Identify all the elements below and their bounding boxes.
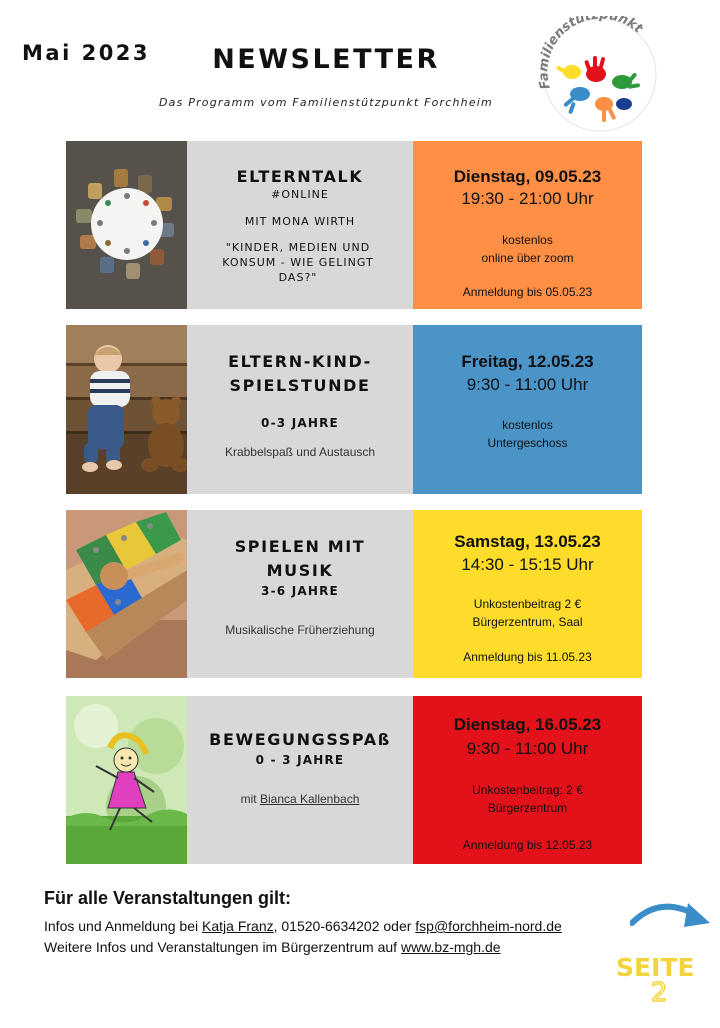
event-details	[187, 696, 413, 864]
footer-text: Infos und Anmeldung bei	[44, 918, 203, 934]
page-number: 2	[651, 978, 668, 1008]
footer-contact-line	[44, 918, 562, 934]
running-girl-illustration	[66, 696, 187, 864]
event-age: 0 - 3 JAHRE	[255, 753, 345, 767]
event-registration: Anmeldung bis 11.05.23	[463, 650, 592, 664]
event-details	[187, 510, 413, 678]
event-schedule	[413, 141, 642, 309]
footer-phone: , 01520-6634202 oder	[273, 918, 416, 934]
event-title: BEWEGUNGSSPAß	[209, 730, 391, 749]
footer-website-line	[44, 939, 501, 955]
logo-text: Familienstüt unkt	[536, 16, 646, 91]
event-price: Unkostenbeitrag: 2 €	[472, 783, 583, 797]
event-location: Bürgerzentrum, Saal	[472, 615, 583, 629]
event-location: online über zoom	[481, 251, 574, 265]
event-topic: "KINDER, MEDIEN UND KONSUM - WIE GELINGT DAS?"	[222, 241, 374, 284]
event-day: Freitag, 12.05.23	[461, 352, 594, 371]
event-title-line1: SPIELEN MIT	[234, 537, 366, 556]
event-card-spielen-mit-musik	[66, 510, 642, 678]
familienstuetzpunkt-logo	[534, 16, 666, 134]
event-time: 14:30 - 15:15 Uhr	[461, 555, 594, 574]
event-description: Krabbelspaß und Austausch	[224, 445, 376, 459]
event-registration: Anmeldung bis 12.05.23	[462, 838, 593, 852]
newsletter-month: Mai 2023	[22, 41, 151, 65]
event-card-eltern-kind-spielstunde	[66, 325, 642, 494]
table-chairs-photo	[66, 141, 187, 309]
event-schedule	[413, 510, 642, 678]
page-label: SEITE	[616, 953, 695, 982]
event-details	[187, 325, 413, 494]
website-link[interactable]: www.bz-mgh.de	[400, 939, 501, 955]
event-host-name[interactable]: Bianca Kallenbach	[259, 792, 360, 806]
event-price: kostenlos	[502, 233, 553, 247]
event-time: 19:30 - 21:00 Uhr	[461, 189, 594, 208]
event-price: kostenlos	[502, 418, 553, 432]
page-title: NEWSLETTER	[212, 44, 440, 75]
event-card-elterntalk	[66, 141, 642, 309]
child-teddy-photo	[66, 325, 187, 494]
event-title-line2: SPIELSTUNDE	[229, 376, 371, 395]
event-title: ELTERNTALK	[236, 167, 364, 186]
event-time: 9:30 - 11:00 Uhr	[466, 739, 589, 758]
event-location: Bürgerzentrum	[487, 801, 568, 815]
contact-name-link[interactable]: Katja Franz	[202, 918, 274, 934]
curved-arrow-icon[interactable]	[630, 893, 712, 937]
event-day: Dienstag, 09.05.23	[453, 167, 602, 186]
event-location: Untergeschoss	[487, 436, 568, 450]
footer-heading: Für alle Veranstaltungen gilt:	[44, 888, 292, 908]
event-host-prefix: mit	[240, 792, 260, 806]
event-subtitle: #ONLINE	[271, 188, 329, 201]
event-registration: Anmeldung bis 05.05.23	[462, 285, 593, 299]
event-time: 9:30 - 11:00 Uhr	[466, 375, 589, 394]
event-details	[187, 141, 413, 309]
event-title-line1: ELTERN-KIND-	[228, 352, 372, 371]
event-title-line2: MUSIK	[266, 561, 334, 580]
event-age: 0-3 JAHRE	[261, 416, 339, 430]
event-host	[187, 792, 413, 806]
event-schedule	[413, 325, 642, 494]
page-subtitle: Das Programm vom Familienstützpunkt Forchheim	[159, 96, 493, 109]
event-age: 3-6 JAHRE	[261, 584, 339, 598]
hands-logo-icon	[534, 16, 666, 134]
footer-text: Weitere Infos und Veranstaltungen im Bürgerzentrum auf	[44, 939, 401, 955]
event-card-bewegungsspass	[66, 696, 642, 864]
event-schedule	[413, 696, 642, 864]
contact-email-link[interactable]: fsp@forchheim-nord.de	[415, 918, 562, 934]
event-description: Musikalische Früherziehung	[225, 623, 375, 637]
event-price: Unkostenbeitrag 2 €	[473, 597, 582, 611]
event-host: MIT MONA WIRTH	[244, 215, 356, 228]
event-day: Dienstag, 16.05.23	[453, 715, 602, 734]
event-day: Samstag, 13.05.23	[454, 532, 601, 551]
xylophone-photo	[66, 510, 187, 678]
